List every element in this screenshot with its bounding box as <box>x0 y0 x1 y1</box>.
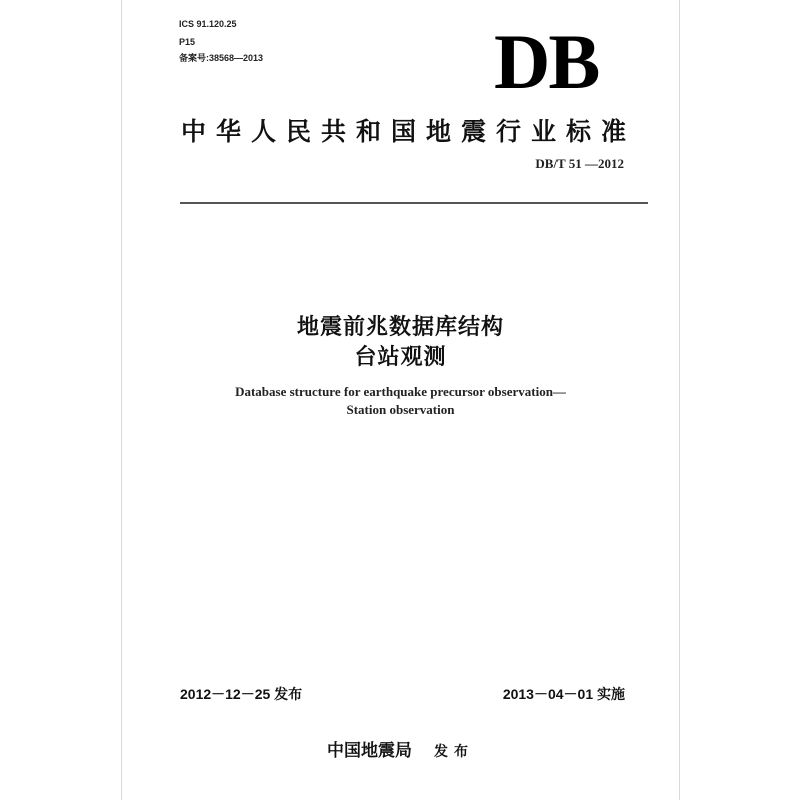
document-title-cn-line1: 地震前兆数据库结构 <box>296 315 504 340</box>
record-number: 备案号:38568—2013 <box>179 53 264 63</box>
header-divider <box>180 202 648 204</box>
document-title-en-line1: Database structure for earthquake precursor observation— <box>235 384 566 399</box>
document-title-en-line2: Station observation <box>346 402 455 417</box>
publisher-verb: 发布 <box>434 744 474 760</box>
standard-cover-page <box>121 0 680 800</box>
implementation-date: 2013－04－01 实施 <box>502 686 625 702</box>
standard-category-title: 中华人民共和国地震行业标准 <box>181 117 637 146</box>
issue-date: 2012－12－25 发布 <box>180 686 303 702</box>
document-title-cn-line2: 台站观测 <box>354 345 447 370</box>
standard-number: DB/T 51 —2012 <box>535 156 624 171</box>
publisher <box>122 736 679 761</box>
classification-code: P15 <box>179 37 196 47</box>
publisher-name: 中国地震局 <box>327 741 412 761</box>
db-logo: DB <box>494 18 599 105</box>
ics-code: ICS 91.120.25 <box>179 19 237 29</box>
